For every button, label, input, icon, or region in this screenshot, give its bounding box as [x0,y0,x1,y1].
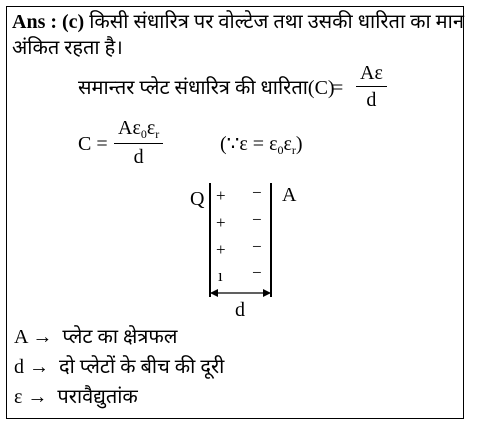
plus-sign: + [216,240,226,259]
definition-text: प्लेट का क्षेत्रफल [62,326,178,348]
since-relation: (∵ε = $\varepsilon_0\varepsilon_r$) [220,133,303,157]
minus-sign: − [252,237,262,256]
definition-area [14,325,177,349]
arrow-icon: → [32,326,53,348]
minus-sign: − [252,263,262,282]
equals-sign: = [332,77,344,99]
answer-statement: किसी संधारित्र पर वोल्टेज तथा उसकी धारिता का मान [89,11,464,33]
positive-plate [209,183,211,297]
minus-sign: − [252,210,262,229]
arrow-icon: → [27,386,48,408]
definition-symbol: d [14,356,24,378]
plus-sign: + [216,186,226,205]
c-equals: C = [78,133,108,155]
negative-plate [270,183,272,297]
answer-line-1 [12,10,464,34]
permittivity-fraction [114,117,163,168]
fraction-denominator: d [356,86,387,111]
fraction-numerator: Aε [360,62,383,84]
plus-sign: + [216,213,226,232]
fraction-numerator: $A\varepsilon_0\varepsilon_r$ [118,117,160,141]
definition-text: परावैद्युतांक [57,386,138,408]
area-label: A [282,184,297,206]
minus-sign: − [252,183,262,202]
charge-label: Q [190,188,205,210]
capacitance-formula-label: समान्तर प्लेट संधारित्र की धारिता(C) [78,77,335,99]
arrow-icon: → [29,356,49,378]
definition-text: दो प्लेटों के बीच की दूरी [59,356,225,378]
answer-prefix: Ans : (c) [12,11,85,33]
definition-permittivity [14,385,138,409]
fraction-denominator: d [114,143,163,168]
plus-sign: ı [218,266,223,285]
definition-symbol: A [14,326,28,348]
answer-line-2: अंकित रहता है। [12,37,123,59]
distance-label: d [235,299,245,321]
definition-distance [14,355,224,379]
definition-symbol: ε [14,386,23,408]
capacitance-fraction [356,62,387,111]
